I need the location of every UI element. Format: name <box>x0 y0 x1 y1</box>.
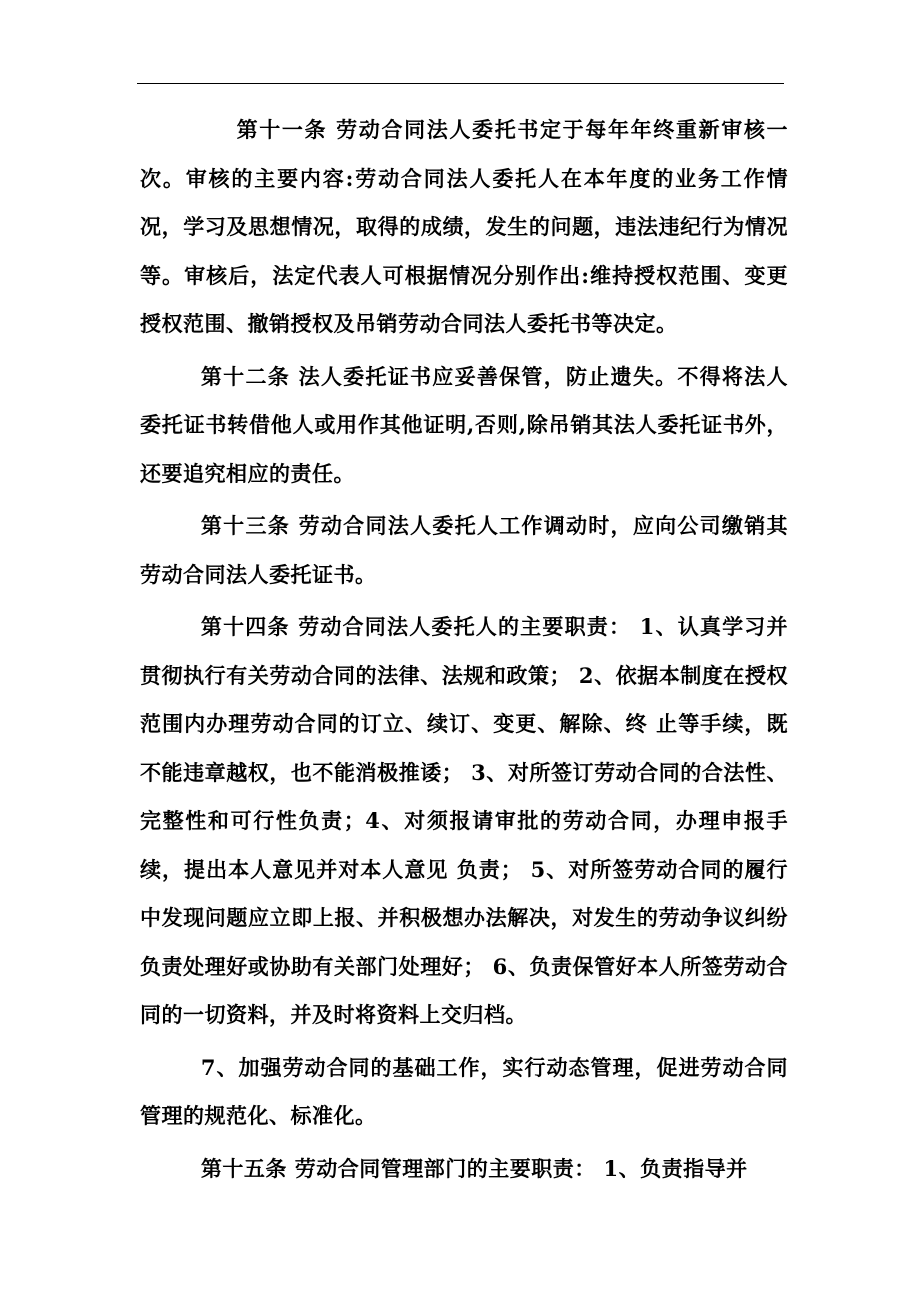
paragraph-item-7: 7、加强劳动合同的基础工作，实行动态管理，促进劳动合同管理的规范化、标准化。 <box>140 1054 788 1128</box>
paragraph-article-11: 第十一条 劳动合同法人委托书定于每年年终重新审核一次。审核的主要内容:劳动合同法人委托人在本年度的业务工作情况，学习及思想情况，取得的成绩，发生的问题，违法违纪行为情况等。审核后，法定代表人可根据情况分别作出:维持授权范围、变更授权范围、撤销授权及吊销劳动合同法人委托书等决定。 <box>140 117 788 336</box>
paragraph-article-13: 第十三条 劳动合同法人委托人工作调动时，应向公司缴销其劳动合同法人委托证书。 <box>140 513 788 587</box>
paragraph-article-12: 第十二条 法人委托证书应妥善保管，防止遗失。不得将法人委托证书转借他人或用作其他证明,否则,除吊销其法人委托证书外，还要追究相应的责任。 <box>140 363 788 486</box>
paragraph-article-15: 第十五条 劳动合同管理部门的主要职责： 1、负责指导并 <box>200 1155 748 1181</box>
document-body <box>140 106 788 1197</box>
paragraph-article-14: 第十四条 劳动合同法人委托人的主要职责： 1、认真学习并贯彻执行有关劳动合同的法律、法规和政策； 2、依据本制度在授权范围内办理劳动合同的订立、续订、变更、解除、终 止等手续，既不能违章越权，也不能消极推诿； 3、对所签订劳动合同的合法性、完整性和可行性负责；4、对须报请审批的劳动合同，办理申报手续，提出本人意见并对本人意见 负责； 5、对所签劳动合同的履行中发现问题应立即上报、并积极想办法解决，对发生的劳动争议纠纷负责处理好或协助有关部门处理好； 6、负责保管好本人所签劳动合同的一切资料，并及时将资料上交归档。 <box>140 614 788 1027</box>
header-rule <box>137 83 784 84</box>
